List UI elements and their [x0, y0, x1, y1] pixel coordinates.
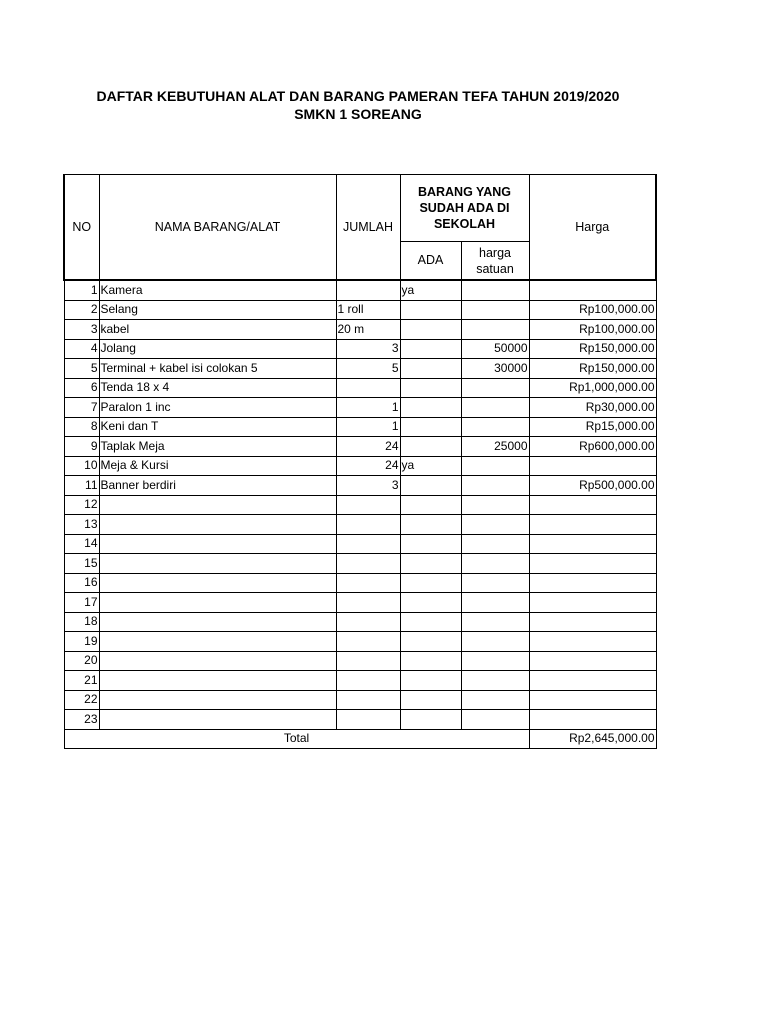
table-row	[64, 359, 656, 379]
cell-nama-barang	[99, 671, 336, 691]
cell-harga: Rp30,000.00	[529, 398, 656, 418]
cell-ada	[400, 593, 461, 613]
cell-ada	[400, 612, 461, 632]
table-row	[64, 456, 656, 476]
cell-harga-satuan: 30000	[461, 359, 529, 379]
cell-harga	[529, 690, 656, 710]
items-table	[63, 174, 657, 749]
cell-jumlah	[336, 534, 400, 554]
total-value: Rp2,645,000.00	[529, 729, 656, 749]
cell-no: 15	[64, 554, 99, 574]
header-harga-satuan: harga satuan	[461, 242, 529, 281]
cell-no: 13	[64, 515, 99, 535]
cell-no: 18	[64, 612, 99, 632]
cell-nama-barang	[99, 593, 336, 613]
cell-nama-barang	[99, 534, 336, 554]
cell-no: 9	[64, 437, 99, 457]
cell-harga-satuan	[461, 690, 529, 710]
cell-ada: ya	[400, 280, 461, 300]
table-row	[64, 651, 656, 671]
cell-jumlah	[336, 690, 400, 710]
table-row	[64, 320, 656, 340]
cell-harga: Rp150,000.00	[529, 359, 656, 379]
cell-harga-satuan	[461, 378, 529, 398]
cell-nama-barang: Kamera	[99, 280, 336, 300]
cell-harga	[529, 612, 656, 632]
table-row	[64, 495, 656, 515]
cell-jumlah	[336, 710, 400, 730]
cell-ada	[400, 554, 461, 574]
cell-ada: ya	[400, 456, 461, 476]
cell-ada	[400, 651, 461, 671]
cell-harga	[529, 280, 656, 300]
cell-nama-barang	[99, 632, 336, 652]
cell-nama-barang	[99, 515, 336, 535]
cell-nama-barang: Jolang	[99, 339, 336, 359]
cell-harga: Rp100,000.00	[529, 320, 656, 340]
table-row	[64, 573, 656, 593]
cell-harga-satuan	[461, 632, 529, 652]
cell-ada	[400, 671, 461, 691]
cell-ada	[400, 417, 461, 437]
cell-no: 3	[64, 320, 99, 340]
cell-harga-satuan	[461, 417, 529, 437]
cell-no: 12	[64, 495, 99, 515]
cell-jumlah	[336, 651, 400, 671]
document-subtitle: SMKN 1 SOREANG	[294, 106, 422, 122]
cell-no: 17	[64, 593, 99, 613]
table-row	[64, 417, 656, 437]
cell-no: 19	[64, 632, 99, 652]
table-row	[64, 280, 656, 300]
cell-harga-satuan	[461, 534, 529, 554]
cell-jumlah	[336, 515, 400, 535]
cell-no: 6	[64, 378, 99, 398]
cell-no: 22	[64, 690, 99, 710]
cell-no: 21	[64, 671, 99, 691]
header-nama-barang: NAMA BARANG/ALAT	[99, 175, 336, 281]
table-row	[64, 534, 656, 554]
cell-nama-barang	[99, 573, 336, 593]
cell-jumlah: 1 roll	[336, 300, 400, 320]
cell-harga-satuan	[461, 573, 529, 593]
cell-ada	[400, 515, 461, 535]
cell-harga-satuan	[461, 320, 529, 340]
cell-nama-barang	[99, 710, 336, 730]
header-no: NO	[64, 175, 99, 281]
cell-ada	[400, 300, 461, 320]
table-row	[64, 300, 656, 320]
cell-nama-barang	[99, 612, 336, 632]
cell-harga-satuan	[461, 398, 529, 418]
cell-ada	[400, 339, 461, 359]
cell-no: 1	[64, 280, 99, 300]
cell-harga-satuan	[461, 300, 529, 320]
cell-jumlah: 3	[336, 476, 400, 496]
table-row	[64, 632, 656, 652]
header-ada: ADA	[400, 242, 461, 281]
table-row	[64, 554, 656, 574]
cell-harga: Rp500,000.00	[529, 476, 656, 496]
table-row	[64, 593, 656, 613]
total-label: Total	[64, 729, 529, 749]
cell-no: 23	[64, 710, 99, 730]
cell-ada	[400, 710, 461, 730]
cell-nama-barang: Terminal + kabel isi colokan 5	[99, 359, 336, 379]
cell-harga-satuan: 25000	[461, 437, 529, 457]
cell-nama-barang: Meja & Kursi	[99, 456, 336, 476]
table-row	[64, 378, 656, 398]
cell-ada	[400, 320, 461, 340]
cell-harga	[529, 632, 656, 652]
cell-harga: Rp100,000.00	[529, 300, 656, 320]
cell-jumlah	[336, 554, 400, 574]
cell-no: 4	[64, 339, 99, 359]
cell-harga-satuan	[461, 593, 529, 613]
cell-nama-barang: kabel	[99, 320, 336, 340]
cell-no: 7	[64, 398, 99, 418]
cell-nama-barang	[99, 651, 336, 671]
cell-harga	[529, 554, 656, 574]
cell-jumlah	[336, 378, 400, 398]
cell-harga	[529, 495, 656, 515]
cell-harga	[529, 456, 656, 476]
cell-jumlah: 1	[336, 398, 400, 418]
cell-jumlah: 20 m	[336, 320, 400, 340]
cell-harga: Rp15,000.00	[529, 417, 656, 437]
cell-harga	[529, 671, 656, 691]
cell-harga	[529, 651, 656, 671]
cell-nama-barang: Taplak Meja	[99, 437, 336, 457]
cell-nama-barang	[99, 690, 336, 710]
cell-ada	[400, 495, 461, 515]
cell-nama-barang	[99, 495, 336, 515]
cell-no: 10	[64, 456, 99, 476]
table-row	[64, 339, 656, 359]
table-row	[64, 671, 656, 691]
table-row	[64, 690, 656, 710]
cell-harga-satuan	[461, 495, 529, 515]
cell-harga-satuan	[461, 280, 529, 300]
cell-no: 20	[64, 651, 99, 671]
cell-nama-barang: Banner berdiri	[99, 476, 336, 496]
cell-jumlah	[336, 495, 400, 515]
cell-harga	[529, 593, 656, 613]
cell-harga	[529, 534, 656, 554]
cell-no: 14	[64, 534, 99, 554]
cell-harga-satuan	[461, 515, 529, 535]
document-title: DAFTAR KEBUTUHAN ALAT DAN BARANG PAMERAN TEFA TAHUN 2019/2020	[96, 88, 620, 104]
cell-no: 16	[64, 573, 99, 593]
cell-ada	[400, 476, 461, 496]
header-harga: Harga	[529, 175, 656, 281]
cell-nama-barang: Paralon 1 inc	[99, 398, 336, 418]
cell-harga	[529, 710, 656, 730]
cell-ada	[400, 437, 461, 457]
cell-jumlah: 24	[336, 456, 400, 476]
cell-ada	[400, 690, 461, 710]
cell-nama-barang	[99, 554, 336, 574]
cell-harga-satuan	[461, 710, 529, 730]
cell-jumlah	[336, 593, 400, 613]
cell-harga-satuan	[461, 671, 529, 691]
cell-no: 8	[64, 417, 99, 437]
cell-harga-satuan	[461, 651, 529, 671]
cell-ada	[400, 632, 461, 652]
cell-jumlah	[336, 632, 400, 652]
cell-harga: Rp1,000,000.00	[529, 378, 656, 398]
cell-jumlah	[336, 573, 400, 593]
cell-no: 2	[64, 300, 99, 320]
cell-harga-satuan: 50000	[461, 339, 529, 359]
cell-ada	[400, 573, 461, 593]
table-row	[64, 437, 656, 457]
cell-harga	[529, 515, 656, 535]
cell-harga: Rp150,000.00	[529, 339, 656, 359]
cell-ada	[400, 534, 461, 554]
cell-ada	[400, 378, 461, 398]
cell-jumlah: 5	[336, 359, 400, 379]
cell-jumlah	[336, 612, 400, 632]
header-barang-sudah-ada: BARANG YANG SUDAH ADA DI SEKOLAH	[400, 175, 529, 242]
table-row	[64, 710, 656, 730]
cell-ada	[400, 359, 461, 379]
cell-nama-barang: Tenda 18 x 4	[99, 378, 336, 398]
table-row	[64, 612, 656, 632]
cell-jumlah	[336, 671, 400, 691]
cell-jumlah: 1	[336, 417, 400, 437]
cell-no: 5	[64, 359, 99, 379]
cell-ada	[400, 398, 461, 418]
cell-no: 11	[64, 476, 99, 496]
cell-harga-satuan	[461, 554, 529, 574]
cell-harga: Rp600,000.00	[529, 437, 656, 457]
cell-harga-satuan	[461, 456, 529, 476]
table-row	[64, 476, 656, 496]
header-jumlah: JUMLAH	[336, 175, 400, 281]
cell-nama-barang: Selang	[99, 300, 336, 320]
cell-jumlah: 3	[336, 339, 400, 359]
cell-nama-barang: Keni dan T	[99, 417, 336, 437]
cell-jumlah: 24	[336, 437, 400, 457]
cell-harga	[529, 573, 656, 593]
cell-harga-satuan	[461, 612, 529, 632]
table-row	[64, 515, 656, 535]
table-row	[64, 398, 656, 418]
cell-harga-satuan	[461, 476, 529, 496]
cell-jumlah	[336, 280, 400, 300]
